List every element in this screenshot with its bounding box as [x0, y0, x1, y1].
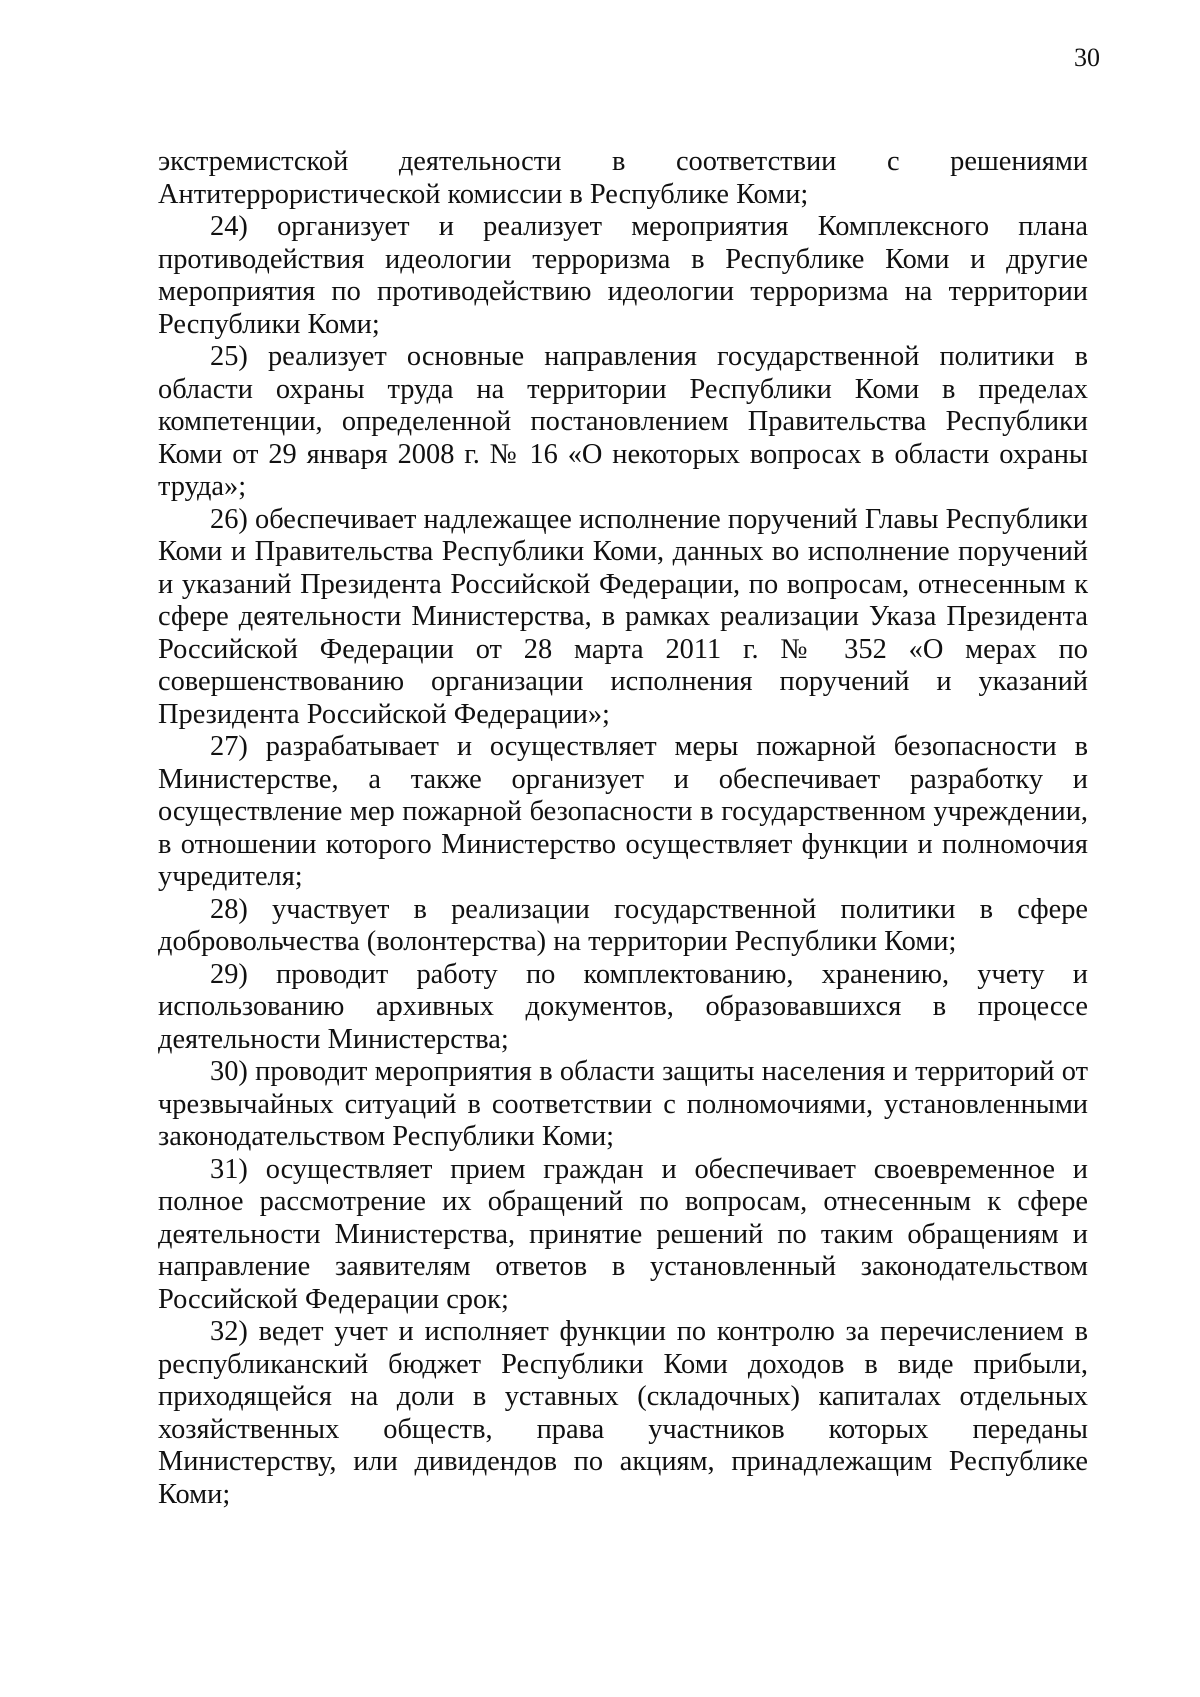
paragraph-item-29: 29) проводит работу по комплектованию, хранению, учету и использованию архивных документов, образовавшихся в процессе деятельности Министерства; [158, 958, 1088, 1055]
paragraph-item-27: 27) разрабатывает и осуществляет меры пожарной безопасности в Министерстве, а также организует и обеспечивает разработку и осуществление мер пожарной безопасности в государственном учреждении, в отношении которого Министерство осуществляет функции и полномочия учредителя; [158, 731, 1088, 892]
paragraph-item-31: 31) осуществляет прием граждан и обеспечивает своевременное и полное рассмотрение их обращений по вопросам, отнесенным к сфере деятельности Министерства, принятие решений по таким обращениям и направление заявителям ответов в установленный законодательством Российской Федерации срок; [158, 1153, 1088, 1315]
paragraph-item-25: 25) реализует основные направления государственной политики в области охраны труда на территории Республики Коми в пределах компетенции, определенной постановлением Правительства Республики Коми от 29 января 2008 г. № 16 «О некоторых вопросах в области охраны труда»; [158, 341, 1088, 502]
document-body [158, 146, 1088, 1511]
paragraph-item-24: 24) организует и реализует мероприятия Комплексного плана противодействия идеологии терроризма в Республике Коми и другие мероприятия по противодействию идеологии терроризма на территории Республики Коми; [158, 211, 1088, 340]
paragraph-continuation: экстремистской деятельности в соответствии с решениями Антитеррористической комиссии в Республике Коми; [158, 146, 1088, 210]
paragraph-item-30: 30) проводит мероприятия в области защиты населения и территорий от чрезвычайных ситуаций в соответствии с полномочиями, установленными законодательством Республики Коми; [158, 1056, 1088, 1152]
paragraph-item-32: 32) ведет учет и исполняет функции по контролю за перечислением в республиканский бюджет Республики Коми доходов в виде прибыли, приходящейся на доли в уставных (складочных) капиталах отдельных хозяйственных обществ, права участников которых переданы Министерству, или дивидендов по акциям, принадлежащим Республике Коми; [158, 1316, 1088, 1510]
paragraph-item-28: 28) участвует в реализации государственной политики в сфере добровольчества (волонтерства) на территории Республики Коми; [158, 893, 1088, 957]
page-number: 30 [1074, 43, 1100, 72]
paragraph-item-26: 26) обеспечивает надлежащее исполнение поручений Главы Республики Коми и Правительства Республики Коми, данных во исполнение поручений и указаний Президента Российской Федерации, по вопросам, отнесенным к сфере деятельности Министерства, в рамках реализации Указа Президента Российской Федерации от 28 марта 2011 г. № 352 «О мерах по совершенствованию организации исполнения поручений и указаний Президента Российской Федерации»; [158, 503, 1088, 730]
